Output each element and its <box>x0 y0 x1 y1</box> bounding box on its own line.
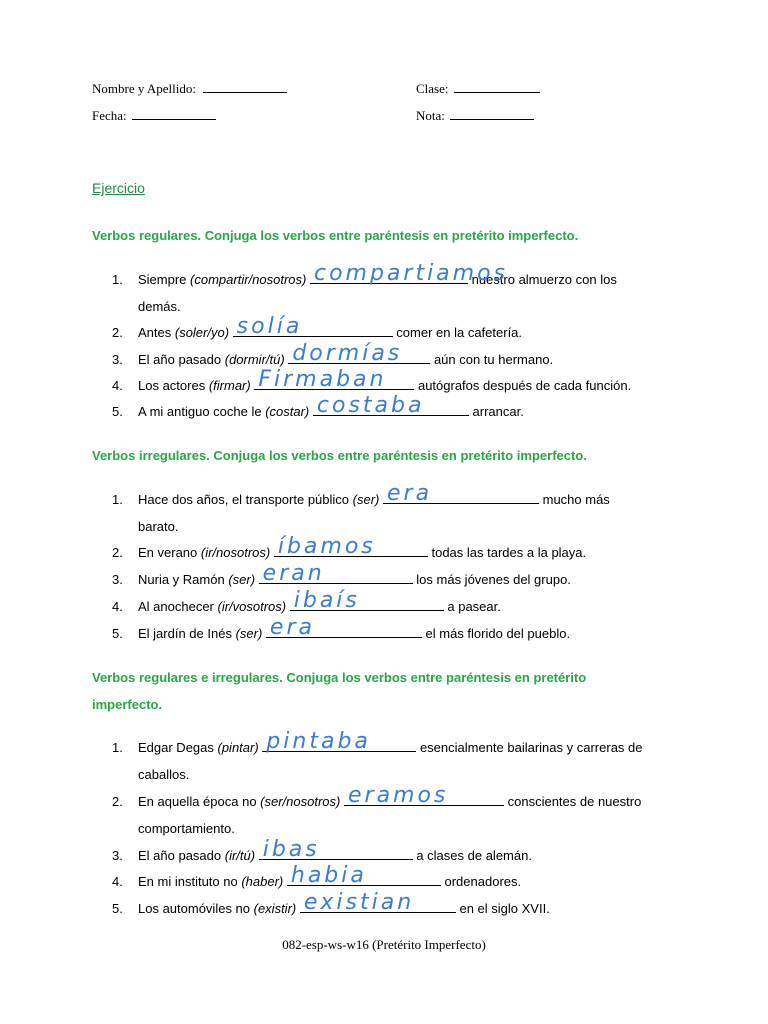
handwritten-answer: Firmaban <box>258 367 387 392</box>
exercise-item <box>112 783 672 842</box>
item-number: 2. <box>112 545 123 560</box>
handwritten-answer: habia <box>290 863 367 888</box>
section-instruction: Verbos regulares. Conjuga los verbos entre paréntesis en pretérito imperfecto. <box>92 228 579 243</box>
exercise-item <box>112 837 672 869</box>
answer-blank[interactable] <box>254 367 414 392</box>
grade-label: Nota: <box>416 108 445 123</box>
section-instruction: Verbos irregulares. Conjuga los verbos entre paréntesis en pretérito imperfecto. <box>92 448 587 463</box>
answer-blank[interactable] <box>233 314 393 339</box>
item-verb-hint: (haber) <box>241 874 284 889</box>
item-number: 4. <box>112 599 123 614</box>
item-prefix: Al anochecer <box>138 599 218 614</box>
item-continuation: barato. <box>138 519 179 534</box>
exercise-item <box>112 261 672 320</box>
item-number: 2. <box>112 325 123 340</box>
handwritten-answer: eramos <box>347 783 449 808</box>
item-number: 3. <box>112 848 123 863</box>
handwritten-answer: solía <box>236 314 303 339</box>
item-number: 5. <box>112 626 123 641</box>
name-field-row <box>92 78 287 97</box>
item-continuation: demás. <box>138 299 181 314</box>
item-verb-hint: (compartir/nosotros) <box>190 272 307 287</box>
item-text <box>138 615 668 647</box>
item-text <box>138 588 668 620</box>
item-prefix: Siempre <box>138 272 191 287</box>
item-suffix: el más florido del pueblo. <box>425 626 571 641</box>
item-verb-hint: (firmar) <box>208 378 251 393</box>
answer-blank[interactable] <box>259 561 413 586</box>
handwritten-answer: era <box>269 615 315 640</box>
exercise-item <box>112 341 672 373</box>
exercise-item <box>112 588 672 620</box>
grade-blank[interactable] <box>450 105 534 120</box>
handwritten-answer: costaba <box>316 393 425 418</box>
exercise-title: Ejercicio <box>92 180 145 196</box>
item-text <box>138 837 668 869</box>
item-prefix: El año pasado <box>138 848 225 863</box>
item-prefix: En verano <box>138 545 201 560</box>
answer-blank[interactable] <box>344 783 504 808</box>
item-text <box>138 261 668 320</box>
item-prefix: Los automóviles no <box>138 901 254 916</box>
handwritten-answer: existian <box>303 890 415 915</box>
item-suffix: comer en la cafetería. <box>396 325 523 340</box>
item-verb-hint: (pintar) <box>217 740 259 755</box>
item-number: 3. <box>112 352 123 367</box>
item-suffix: a clases de alemán. <box>416 848 532 863</box>
exercise-item <box>112 534 672 566</box>
item-suffix: conscientes de nuestro <box>507 794 642 809</box>
item-verb-hint: (ser) <box>352 492 380 507</box>
handwritten-answer: ibas <box>262 837 320 862</box>
item-text <box>138 783 668 842</box>
item-prefix: El jardín de Inés <box>138 626 236 641</box>
item-number: 4. <box>112 378 123 393</box>
class-blank[interactable] <box>454 78 540 93</box>
handwritten-answer: íbamos <box>277 534 376 559</box>
item-verb-hint: (ser/nosotros) <box>260 794 341 809</box>
item-suffix: en el siglo XVII. <box>459 901 550 916</box>
answer-blank[interactable] <box>274 534 428 559</box>
exercise-item <box>112 615 672 647</box>
item-suffix: todas las tardes a la playa. <box>431 545 587 560</box>
item-text <box>138 481 668 540</box>
answer-blank[interactable] <box>290 588 444 613</box>
item-number: 4. <box>112 874 123 889</box>
item-prefix: Hace dos años, el transporte público <box>138 492 353 507</box>
date-label: Fecha: <box>92 108 127 123</box>
item-continuation: comportamiento. <box>138 821 235 836</box>
answer-blank[interactable] <box>262 729 416 754</box>
item-text <box>138 729 668 788</box>
class-field-row <box>416 78 540 97</box>
item-continuation: caballos. <box>138 767 190 782</box>
date-field-row <box>92 105 216 124</box>
answer-blank[interactable] <box>383 481 539 506</box>
answer-blank[interactable] <box>310 261 509 286</box>
section-instruction: Verbos regulares e irregulares. Conjuga los verbos entre paréntesis en pretérito imperfecto. <box>92 670 587 712</box>
name-label: Nombre y Apellido: <box>92 81 196 96</box>
item-verb-hint: (ir/tú) <box>224 848 256 863</box>
answer-blank[interactable] <box>259 837 413 862</box>
handwritten-answer: era <box>386 481 433 506</box>
class-label: Clase: <box>416 81 449 96</box>
item-suffix: nuestro almuerzo con los <box>471 272 617 287</box>
item-suffix: arrancar. <box>472 404 524 419</box>
item-number: 1. <box>112 272 123 287</box>
item-number: 1. <box>112 740 123 755</box>
answer-blank[interactable] <box>300 890 456 915</box>
item-text <box>138 341 668 373</box>
exercise-item <box>112 393 672 425</box>
item-verb-hint: (soler/yo) <box>174 325 230 340</box>
item-number: 2. <box>112 794 123 809</box>
handwritten-answer: pintaba <box>266 729 371 754</box>
item-suffix: aún con tu hermano. <box>433 352 554 367</box>
item-prefix: Los actores <box>138 378 209 393</box>
item-verb-hint: (ser) <box>235 626 263 641</box>
answer-blank[interactable] <box>266 615 422 640</box>
item-suffix: mucho más <box>542 492 610 507</box>
handwritten-answer: eran <box>262 561 325 586</box>
handwritten-answer: compartiamos <box>313 261 509 286</box>
answer-blank[interactable] <box>287 863 441 888</box>
item-text <box>138 890 668 922</box>
exercise-item <box>112 890 672 922</box>
exercise-item <box>112 561 672 593</box>
handwritten-answer: ibaís <box>293 588 360 613</box>
item-verb-hint: (ir/nosotros) <box>200 545 271 560</box>
item-verb-hint: (ser) <box>228 572 256 587</box>
item-number: 3. <box>112 572 123 587</box>
item-suffix: los más jóvenes del grupo. <box>416 572 571 587</box>
item-prefix: Edgar Degas <box>138 740 218 755</box>
item-prefix: En mi instituto no <box>138 874 242 889</box>
item-number: 5. <box>112 901 123 916</box>
item-text <box>138 314 668 346</box>
item-verb-hint: (ir/vosotros) <box>217 599 287 614</box>
item-prefix: El año pasado <box>138 352 225 367</box>
item-suffix: esencialmente bailarinas y carreras de <box>419 740 643 755</box>
answer-blank[interactable] <box>288 341 430 366</box>
exercise-item <box>112 729 672 788</box>
item-verb-hint: (costar) <box>265 404 310 419</box>
footer-code: 082-esp-ws-w16 (Pretérito Imperfecto) <box>282 937 486 952</box>
item-prefix: Nuria y Ramón <box>138 572 229 587</box>
item-prefix: Antes <box>138 325 175 340</box>
item-prefix: A mi antiguo coche le <box>138 404 266 419</box>
item-text <box>138 393 668 425</box>
item-verb-hint: (existir) <box>253 901 297 916</box>
item-suffix: ordenadores. <box>444 874 522 889</box>
item-number: 5. <box>112 404 123 419</box>
item-prefix: En aquella época no <box>138 794 261 809</box>
grade-field-row <box>416 105 534 124</box>
item-text <box>138 561 668 593</box>
item-suffix: a pasear. <box>447 599 501 614</box>
handwritten-answer: dormías <box>292 341 403 366</box>
item-number: 1. <box>112 492 123 507</box>
exercise-item <box>112 481 672 540</box>
answer-blank[interactable] <box>313 393 469 418</box>
item-suffix: autógrafos después de cada función. <box>417 378 632 393</box>
item-verb-hint: (dormir/tú) <box>224 352 285 367</box>
item-text <box>138 534 668 566</box>
name-blank[interactable] <box>203 78 287 93</box>
date-blank[interactable] <box>132 105 216 120</box>
